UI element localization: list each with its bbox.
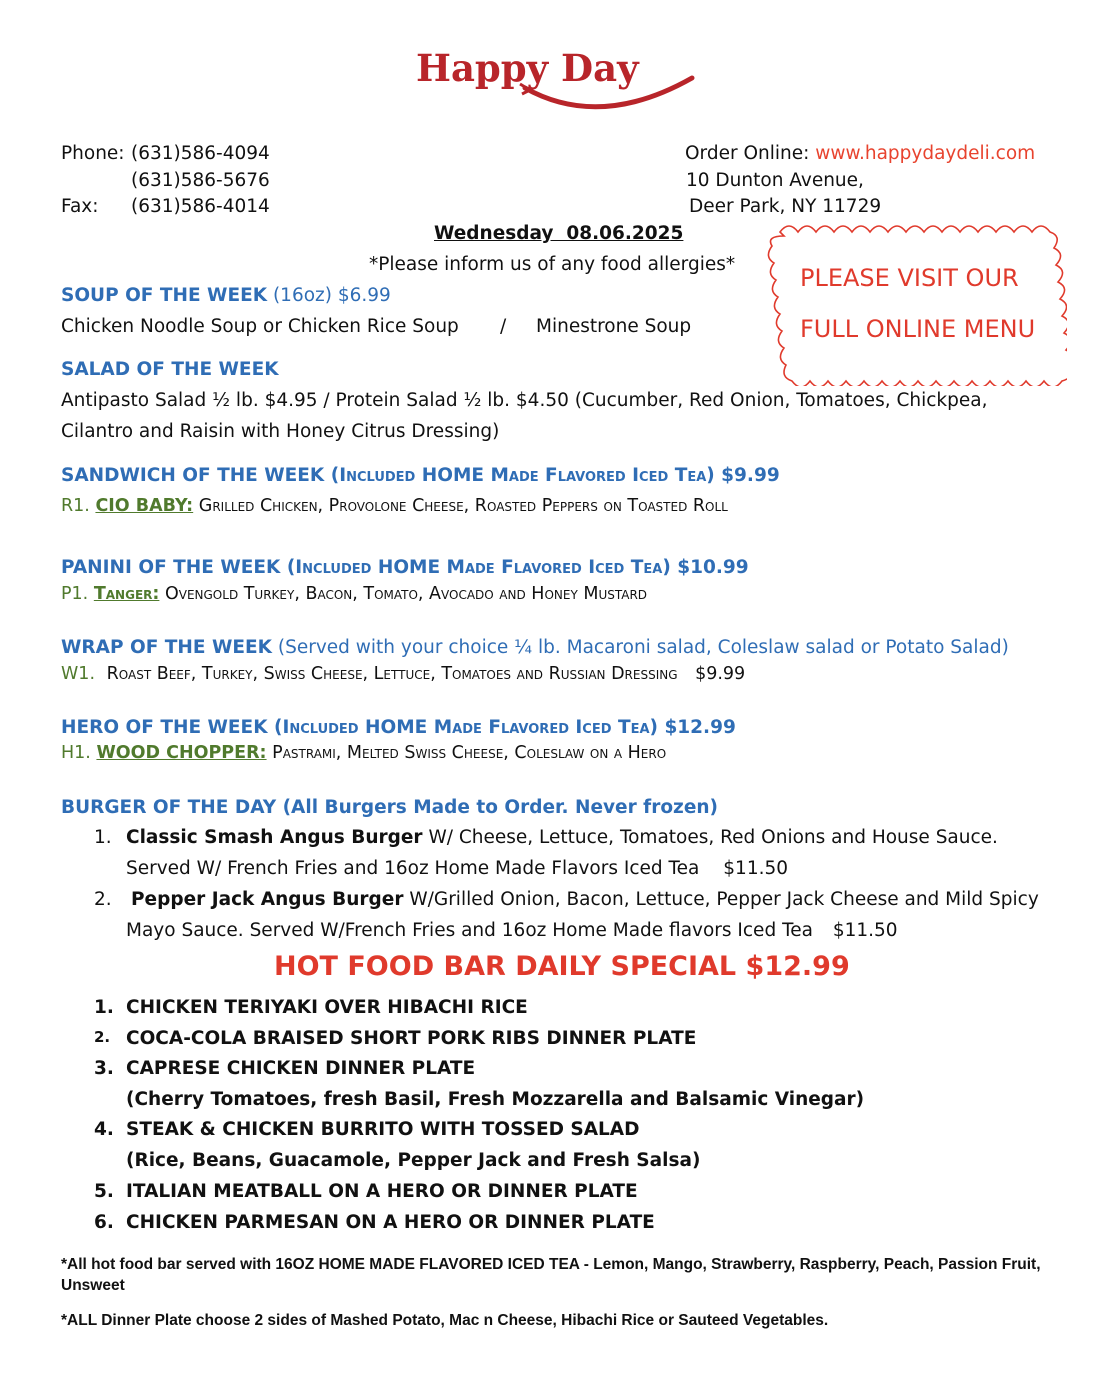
- order-online: [685, 143, 1035, 164]
- hotbar-3-sub: (Cherry Tomatoes, fresh Basil, Fresh Mozzarella and Balsamic Vinegar): [126, 1089, 865, 1110]
- hotbar-5-num: 5.: [94, 1181, 114, 1202]
- salad-title: SALAD OF THE WEEK: [61, 359, 279, 380]
- soup-item-1: Chicken Noodle Soup or Chicken Rice Soup: [61, 316, 459, 337]
- burger-2-name: Pepper Jack Angus Burger: [131, 889, 404, 910]
- wrap-item: [61, 664, 745, 684]
- hero-price: $12.99: [664, 717, 736, 738]
- burger-1-desc-2: Served W/ French Fries and 16oz Home Made Flavors Iced Tea: [126, 858, 700, 879]
- sandwich-desc: Grilled Chicken, Provolone Cheese, Roasted Peppers on Toasted Roll: [198, 496, 728, 516]
- logo-text: Happy Day: [416, 46, 639, 90]
- hotbar-1-num: 1.: [94, 997, 114, 1018]
- phone-2: (631)586-5676: [131, 170, 270, 191]
- website-link[interactable]: www.happydaydeli.com: [815, 143, 1036, 164]
- hero-item: [61, 743, 666, 763]
- hero-name: WOOD CHOPPER:: [96, 743, 267, 763]
- wrap-code: W1.: [61, 664, 96, 684]
- burger-title: BURGER OF THE DAY (All Burgers Made to Order. Never frozen): [61, 797, 718, 818]
- hotbar-4-num: 4.: [94, 1119, 114, 1140]
- sandwich-title: SANDWICH OF THE WEEK: [61, 465, 325, 486]
- soup-title: SOUP OF THE WEEK: [61, 285, 268, 306]
- hotbar-3-text: CAPRESE CHICKEN DINNER PLATE: [126, 1058, 476, 1079]
- sandwich-price: $9.99: [721, 465, 780, 486]
- order-online-label: Order Online:: [685, 143, 810, 164]
- hero-note: (Included HOME Made Flavored Iced Tea): [274, 717, 658, 738]
- wrap-title: WRAP OF THE WEEK: [61, 637, 272, 658]
- hero-desc: Pastrami, Melted Swiss Cheese, Coleslaw on a Hero: [272, 743, 667, 763]
- hotbar-4-text: STEAK & CHICKEN BURRITO WITH TOSSED SALAD: [126, 1119, 640, 1140]
- salad-line-1: Antipasto Salad ½ lb. $4.95 / Protein Salad ½ lb. $4.50 (Cucumber, Red Onion, Tomatoes, Chickpea,: [61, 390, 988, 411]
- fax-label: Fax:: [61, 196, 99, 217]
- cloud-border-icon: [762, 218, 1067, 386]
- burger-2-line-2: [126, 920, 898, 941]
- burger-2-line-1: [131, 889, 1039, 910]
- panini-price: $10.99: [677, 557, 749, 578]
- callout-line-1: PLEASE VISIT OUR: [800, 264, 1019, 292]
- burger-1-name: Classic Smash Angus Burger: [126, 827, 423, 848]
- burger-1-price: $11.50: [723, 858, 789, 879]
- panini-heading: [61, 557, 749, 578]
- hotbar-title: HOT FOOD BAR DAILY SPECIAL $12.99: [274, 951, 850, 982]
- wrap-note: (Served with your choice ¼ lb. Macaroni salad, Coleslaw salad or Potato Salad): [277, 637, 1009, 658]
- burger-2-price: $11.50: [832, 920, 898, 941]
- hero-heading: [61, 717, 736, 738]
- panini-code: P1.: [61, 584, 89, 604]
- sandwich-item: [61, 496, 728, 516]
- sandwich-code: R1.: [61, 496, 90, 516]
- hotbar-2-num: 2.: [94, 1028, 111, 1046]
- burger-2-desc-2: Mayo Sauce. Served W/French Fries and 16oz Home Made flavors Iced Tea: [126, 920, 813, 941]
- hotbar-2-text: COCA-COLA BRAISED SHORT PORK RIBS DINNER PLATE: [126, 1028, 697, 1049]
- online-menu-callout[interactable]: [762, 218, 1067, 386]
- hotbar-1-text: CHICKEN TERIYAKI OVER HIBACHI RICE: [126, 997, 528, 1018]
- panini-item: [61, 584, 647, 604]
- hotbar-6-num: 6.: [94, 1212, 114, 1233]
- wrap-heading: [61, 637, 1009, 658]
- happy-day-logo: [400, 40, 710, 120]
- soup-item-2: Minestrone Soup: [536, 316, 692, 337]
- sandwich-name: CIO BABY:: [95, 496, 194, 516]
- footnote-tea-line-1: *All hot food bar served with 16OZ HOME MADE FLAVORED ICED TEA - Lemon, Mango, Strawberry, Raspberry, Peach, Passion Fruit,: [61, 1256, 1041, 1273]
- burger-1-line-2: [126, 858, 788, 879]
- burger-2-num: 2.: [94, 889, 112, 910]
- hotbar-3-num: 3.: [94, 1058, 114, 1079]
- soup-heading: [61, 285, 391, 306]
- phone-label: Phone:: [61, 143, 125, 164]
- hotbar-5-text: ITALIAN MEATBALL ON A HERO OR DINNER PLATE: [126, 1181, 638, 1202]
- sandwich-note: (Included HOME Made Flavored Iced Tea): [330, 465, 715, 486]
- hero-title: HERO OF THE WEEK: [61, 717, 268, 738]
- wrap-desc: Roast Beef, Turkey, Swiss Cheese, Lettuce, Tomatoes and Russian Dressing: [106, 664, 678, 684]
- salad-line-2: Cilantro and Raisin with Honey Citrus Dressing): [61, 421, 500, 442]
- burger-1-num: 1.: [94, 827, 112, 848]
- footnote-tea-line-2: Unsweet: [61, 1277, 125, 1294]
- panini-title: PANINI OF THE WEEK: [61, 557, 281, 578]
- burger-1-desc: W/ Cheese, Lettuce, Tomatoes, Red Onions and House Sauce.: [428, 827, 998, 848]
- hero-code: H1.: [61, 743, 91, 763]
- sandwich-heading: [61, 465, 780, 486]
- wrap-price: $9.99: [695, 664, 746, 684]
- panini-name: Tanger:: [93, 584, 160, 604]
- menu-date: Wednesday 08.06.2025: [434, 223, 684, 244]
- address-line-1: 10 Dunton Avenue,: [686, 170, 864, 191]
- burger-2-desc: W/Grilled Onion, Bacon, Lettuce, Pepper Jack Cheese and Mild Spicy: [409, 889, 1039, 910]
- address-line-2: Deer Park, NY 11729: [689, 196, 882, 217]
- panini-note: (Included HOME Made Flavored Iced Tea): [286, 557, 671, 578]
- hotbar-4-sub: (Rice, Beans, Guacamole, Pepper Jack and Fresh Salsa): [126, 1150, 701, 1171]
- fax-number: (631)586-4014: [131, 196, 270, 217]
- callout-line-2: FULL ONLINE MENU: [800, 315, 1036, 343]
- footnote-sides: *ALL Dinner Plate choose 2 sides of Mashed Potato, Mac n Cheese, Hibachi Rice or Sauteed Vegetables.: [61, 1312, 829, 1329]
- burger-1-line-1: [126, 827, 998, 848]
- phone-1: (631)586-4094: [131, 143, 270, 164]
- panini-desc: Ovengold Turkey, Bacon, Tomato, Avocado and Honey Mustard: [164, 584, 648, 604]
- soup-separator: /: [500, 316, 507, 337]
- allergy-note: *Please inform us of any food allergies*: [369, 254, 736, 275]
- hotbar-6-text: CHICKEN PARMESAN ON A HERO OR DINNER PLATE: [126, 1212, 655, 1233]
- soup-price: (16oz) $6.99: [272, 285, 391, 306]
